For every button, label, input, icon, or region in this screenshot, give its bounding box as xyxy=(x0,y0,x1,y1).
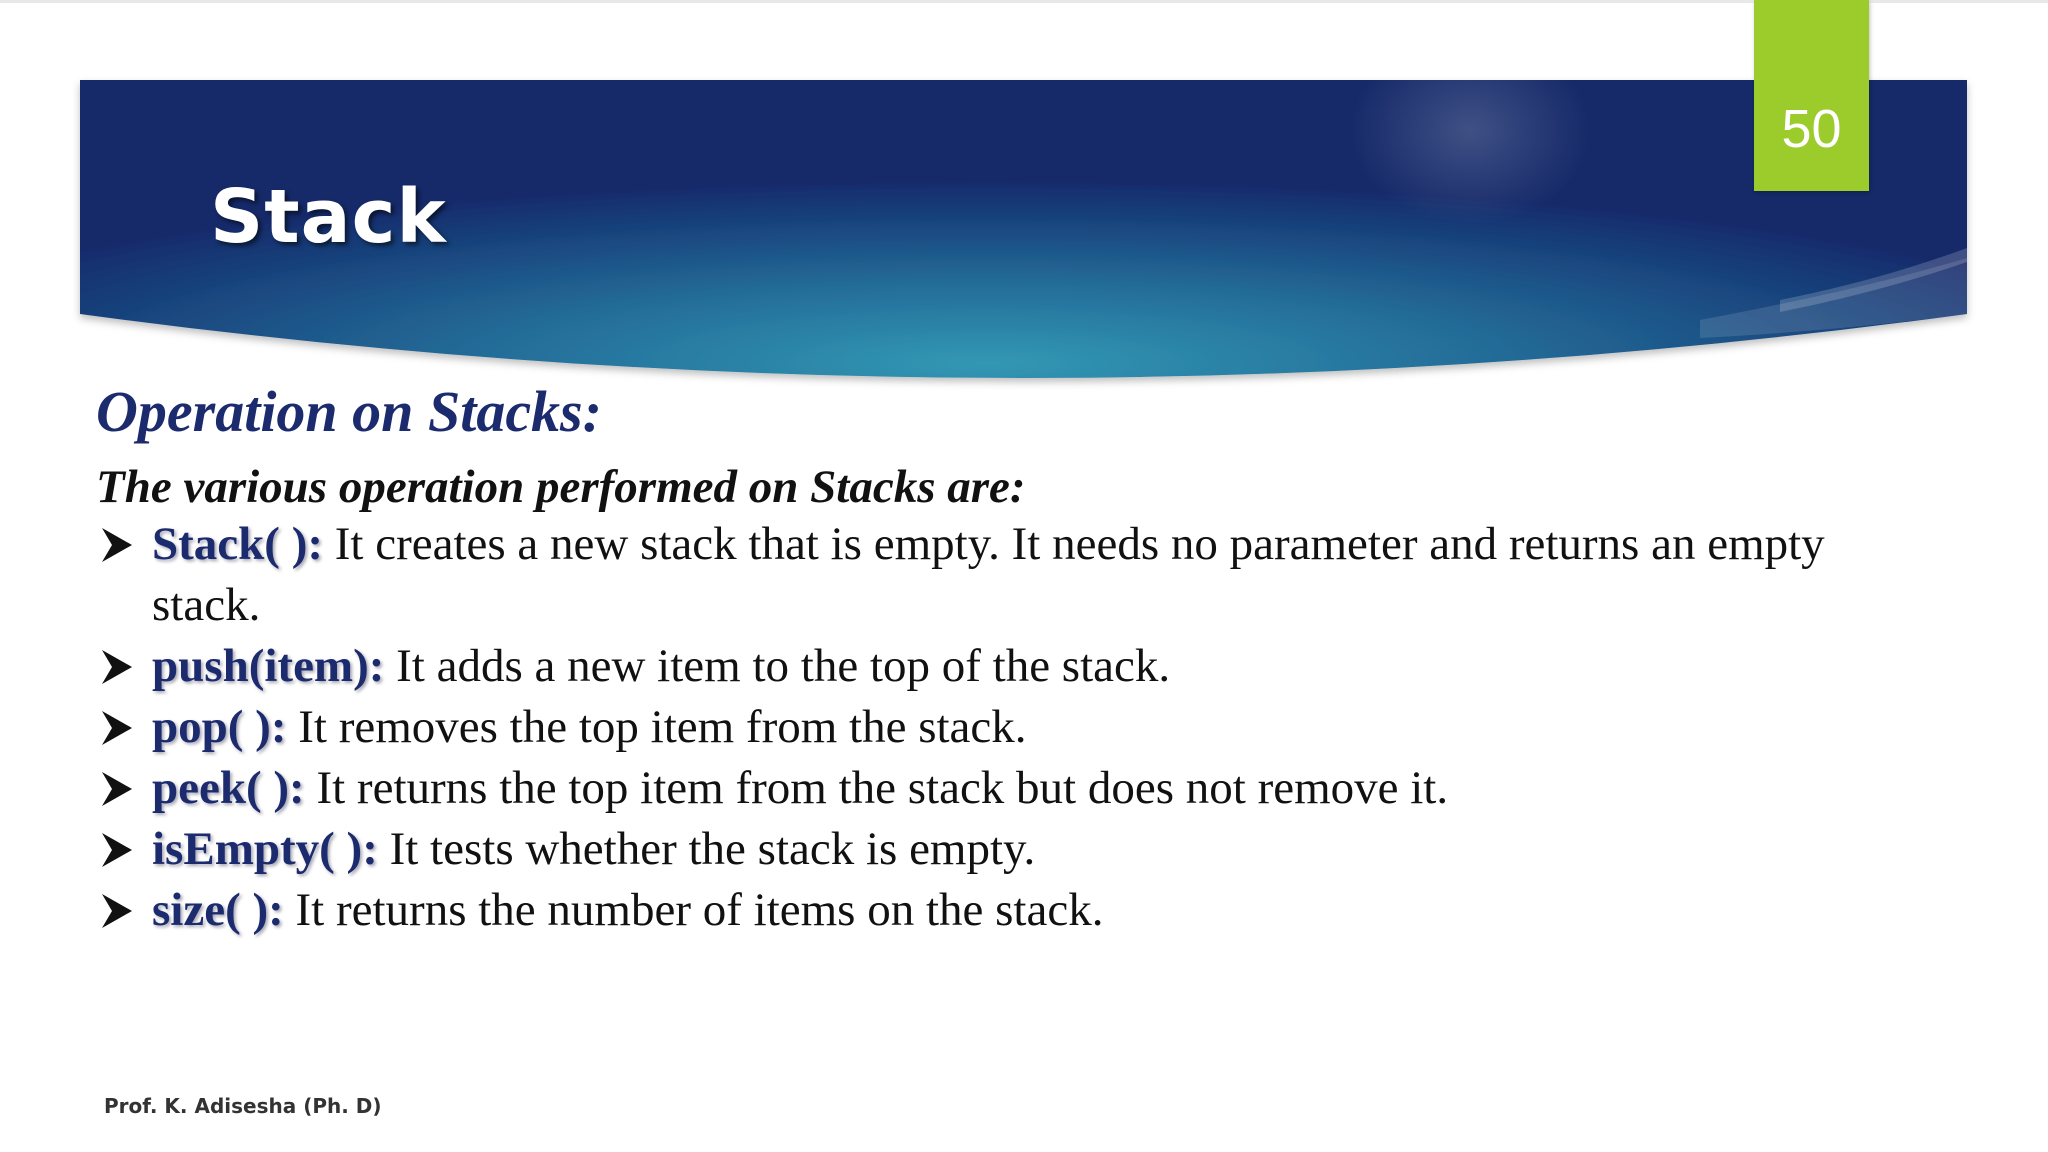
arrow-bullet-icon xyxy=(98,514,138,575)
operation-description: It returns the number of items on the stack. xyxy=(283,883,1104,936)
arrow-bullet-icon xyxy=(98,758,138,819)
list-item xyxy=(96,514,1896,636)
operation-name: pop( ): xyxy=(152,700,287,753)
operations-list xyxy=(96,514,1896,941)
operation-name: size( ): xyxy=(152,883,284,936)
slide-number: 50 xyxy=(1781,99,1842,159)
arrow-bullet-icon xyxy=(98,880,138,941)
footer-author: Prof. K. Adisesha (Ph. D) xyxy=(104,1094,382,1118)
section-heading: Operation on Stacks: xyxy=(96,379,602,444)
list-item xyxy=(96,697,1896,758)
operation-name: push(item): xyxy=(152,639,385,692)
list-item xyxy=(96,819,1896,880)
slide-title: Stack xyxy=(210,174,447,260)
arrow-bullet-icon xyxy=(98,819,138,880)
operation-description: It adds a new item to the top of the stack. xyxy=(384,639,1171,692)
operation-description: It creates a new stack that is empty. It needs no parameter and returns an empty stack. xyxy=(152,517,1825,631)
slide-number-badge xyxy=(1754,0,1869,191)
section-subheading: The various operation performed on Stacks are: xyxy=(96,460,1026,513)
list-item xyxy=(96,758,1896,819)
arrow-bullet-icon xyxy=(98,636,138,697)
operation-description: It returns the top item from the stack but does not remove it. xyxy=(304,761,1449,814)
list-item xyxy=(96,880,1896,941)
slide-content xyxy=(96,380,1896,941)
operation-name: peek( ): xyxy=(152,761,305,814)
operation-name: Stack( ): xyxy=(152,517,323,570)
arrow-bullet-icon xyxy=(98,697,138,758)
operation-name: isEmpty( ): xyxy=(152,822,378,875)
list-item xyxy=(96,636,1896,697)
operation-description: It tests whether the stack is empty. xyxy=(377,822,1036,875)
operation-description: It removes the top item from the stack. xyxy=(286,700,1027,753)
